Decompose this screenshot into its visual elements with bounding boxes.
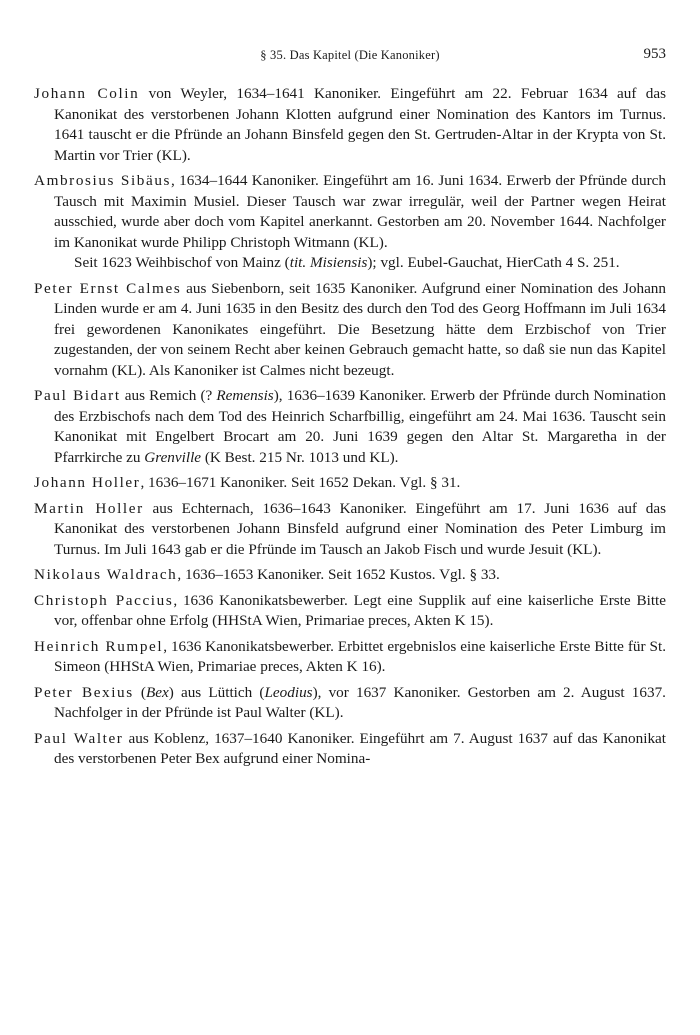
entry-nikolaus-waldrach [34,565,666,586]
entry-name: Johann Colin [34,85,140,102]
entry-martin-holler [34,499,666,561]
entry-christoph-paccius [34,591,666,632]
entry-name: Paul Bidart [34,387,121,404]
entry-text: von Weyler, 1634–1641 Kanoniker. Eingeführt am 22. Februar 1634 auf das Kanonikat des verstorbenen Johann Klotten aufgrund einer Nomination des Kantors im Turnus. 1641 tauscht er die Pfründe an Johann Binsfeld gegen den St. Gertruden-Altar in der Krypta von St. Martin vor Trier (KL). [54,85,666,164]
entry-name: Heinrich Rumpel [34,637,164,655]
page-header [34,46,666,66]
entry-text: aus Echternach, 1636–1643 Kanoniker. Eingeführt am 17. Juni 1636 auf das Kanonikat des verstorbenen Johann Binsfeld aufgrund einer Nomination des Peter Limburg im Turnus. Im Juli 1643 gab er die Pfründe im Tausch an Jakob Fisch und wurde Jesuit (KL). [54,499,667,558]
entry-name: Ambrosius Sibäus [34,172,172,189]
entry-text: aus Siebenborn, seit 1635 Kanoniker. Aufgrund einer Nomination des Johann Linden wurde er am 4. Juni 1635 in den Besitz des durch den Tod des Georg Hoffmann im Juli 1634 frei gewordenen Kanonikates eingeführt. Die Besetzung hätte dem Erzbischof von Trier zugestanden, der von seinem Recht aber keinen Gebrauch gemacht hatte, so daß sie nun das Kapitel vornahm (KL). Als Kanoniker ist Calmes nicht bezeugt. [54,279,666,379]
entry-johann-colin [34,84,666,166]
entry-peter-bexius: Peter Bexius (Bex) aus Lüttich (Leodius), vor 1637 Kanoniker. Gestorben am 2. August 1637. Nachfolger in der Pfründe ist Paul Walter (KL). [34,683,666,721]
entry-text: , 1634–1644 Kanoniker. Eingeführt am 16. Juni 1634. Erwerb der Pfründe durch Tausch mit Maximin Musiel. Dieser Tausch war zwar irregulär, weil der Partner wegen Heirat ausschied, wurde aber doch vom Kapitel anerkannt. Gestorben am 20. November 1644. Nachfolger im Kanonikat wurde Philipp Christoph Witmann (KL). [54,172,666,251]
entry-peter-ernst-calmes [34,279,666,382]
entry-paul-bidart: Paul Bidart aus Remich (? Remensis), 1636–1639 Kanoniker. Erwerb der Pfründe durch Nomination des Erzbischofs nach dem Tod des Heinrich Scharfbillig, eingeführt am 24. Mai 1636. Tauscht sein Kanonikat mit Engelbert Brocart am 20. Juni 1639 gegen den Altar St. Margaretha in der Pfarrkirche zu Grenville (K Best. 215 Nr. 1013 und KL). [34,387,666,466]
entry-ambrosius-sibaeus [34,171,666,274]
entry-heinrich-rumpel [34,637,666,678]
entry-paul-walter [34,729,666,770]
entry-name: Martin Holler [34,499,144,517]
entry-text: , 1636–1653 Kanoniker. Seit 1652 Kustos. Vgl. § 33. [177,566,500,583]
entry-list [34,84,666,775]
entry-name: Johann Holler [34,474,141,491]
entry-text: , 1636 Kanonikatsbewerber. Erbittet ergebnislos eine kaiserliche Erste Bitte für St. Simeon (HHStA Wien, Primariae preces, Akten K 16). [54,637,666,675]
entry-name: Paul Walter [34,729,124,747]
entry-johann-holler [34,473,666,494]
page-number: 953 [643,46,666,62]
entry-note: Seit 1623 Weihbischof von Mainz (tit. Misiensis); vgl. Eubel-Gauchat, HierCath 4 S. 251. [74,254,620,271]
entry-name: Peter Bexius [34,683,134,701]
entry-text: , 1636–1671 Kanoniker. Seit 1652 Dekan. Vgl. § 31. [140,474,461,491]
entry-name: Christoph Paccius [34,591,174,609]
entry-name: Peter Ernst Calmes [34,279,182,297]
entry-name: Nikolaus Waldrach [34,566,178,583]
entry-text: aus Koblenz, 1637–1640 Kanoniker. Eingeführt am 7. August 1637 auf das Kanonikat des verstorbenen Peter Bex aufgrund einer Nomina- [54,729,666,767]
running-head: § 35. Das Kapitel (Die Kanoniker) [260,48,440,62]
entry-text: , 1636 Kanonikatsbewerber. Legt eine Supplik auf eine kaiserliche Erste Bitte vor, offenbar ohne Erfolg (HHStA Wien, Primariae preces, Akten K 15). [54,591,666,629]
